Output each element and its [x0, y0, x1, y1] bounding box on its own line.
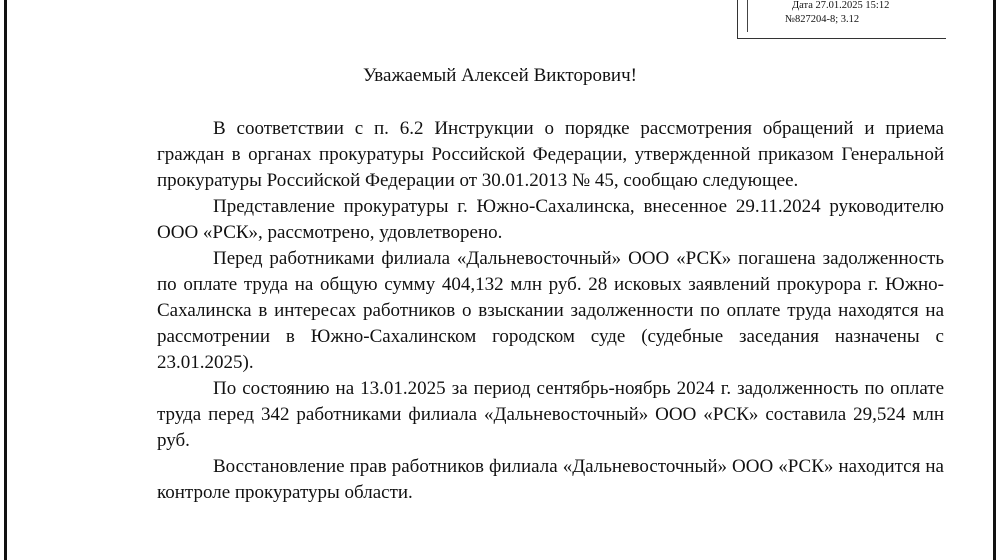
stamp-date: Дата 27.01.2025 15:12: [792, 0, 890, 11]
paragraph-representation: Представление прокуратуры г. Южно-Сахалинска, внесенное 29.11.2024 руководителю ООО «РСК», рассмотрено, удовлетворено.: [157, 196, 944, 243]
paragraph-control: Восстановление прав работников филиала «Дальневосточный» ООО «РСК» находится на контроле прокуратуры области.: [157, 456, 944, 503]
paragraph-debt-paid: Перед работниками филиала «Дальневосточный» ООО «РСК» погашена задолженность по оплате труда на общую сумму 404,132 млн руб. 28 исковых заявлений прокурора г. Южно-Сахалинска в интересах работников о взыскании задолженности по оплате труда находятся на рассмотрении в Южно-Сахалинском городском суде (судебные заседания назначены с 23.01.2025).: [157, 248, 944, 373]
stamp-number: №827204-8; 3.12: [785, 14, 860, 25]
letter-body: [157, 116, 944, 506]
paragraph-debt-status: По состоянию на 13.01.2025 за период сентябрь-ноябрь 2024 г. задолженность по оплате труда перед 342 работниками филиала «Дальневосточный» ООО «РСК» составила 29,524 млн руб.: [157, 378, 944, 451]
stamp-bracket-line: [747, 0, 748, 32]
paragraph-instruction: В соответствии с п. 6.2 Инструкции о порядке рассмотрения обращений и приема граждан в органах прокуратуры Российской Федерации, утвержденной приказом Генеральной прокуратуры Российской Федерации от 30.01.2013 № 45, сообщаю следующее.: [157, 118, 944, 191]
greeting: Уважаемый Алексей Викторович!: [363, 65, 637, 86]
